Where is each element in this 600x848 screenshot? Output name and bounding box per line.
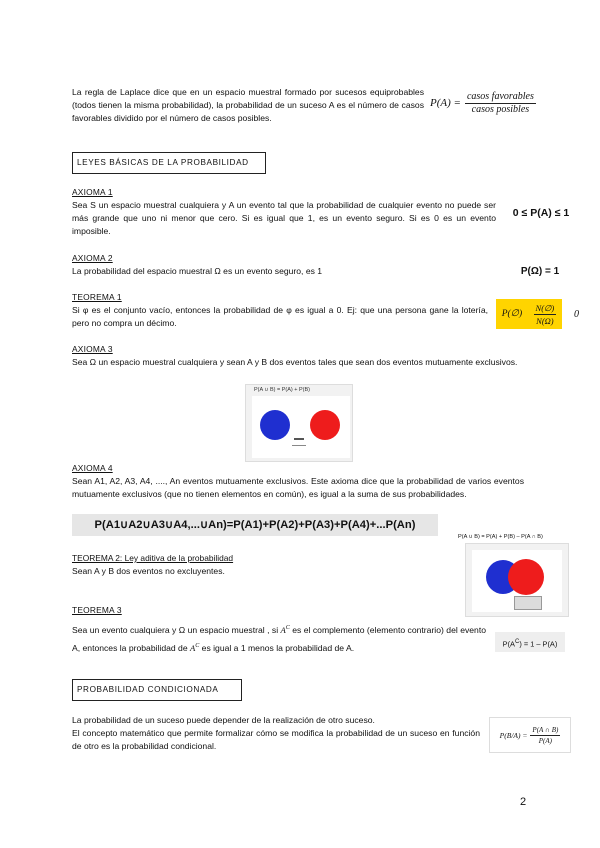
laplace-formula-lhs: P(A) = [430, 96, 461, 109]
teorema2-figure [465, 543, 569, 617]
teorema1-title: TEOREMA 1 [72, 292, 122, 302]
axioma2-text: La probabilidad del espacio muestral Ω es un evento seguro, es 1 [72, 266, 323, 276]
axioma1-formula: 0 ≤ P(A) ≤ 1 [512, 206, 570, 219]
set-b-circle [508, 559, 544, 595]
teorema1-formula-numerator: N(∅) [535, 302, 555, 313]
section-heading-condicionada: PROBABILIDAD CONDICIONADA [72, 679, 242, 701]
axioma3-figure-caption: P(A ∪ B) = P(A) + P(B) [254, 387, 310, 393]
teorema3-text-part1: Sea un evento cualquiera y Ω un espacio muestral , si [72, 624, 279, 635]
complement-symbol [281, 625, 290, 635]
axioma1-text: Sea S un espacio muestral cualquiera y A un evento tal que la probabilidad de cualquier evento no puede ser más grande que uno ni menor que cero. Si es igual que 1, es un evento seguro. Si es 0 es un evento imposible. [72, 200, 496, 236]
axioma4-title: AXIOMA 4 [72, 463, 113, 473]
teorema1-formula-denominator: N(Ω) [536, 315, 554, 326]
laplace-formula-numerator: casos favorables [466, 90, 534, 102]
teorema2-figure-panel [472, 550, 562, 612]
teorema1-formula-lhs: P(∅) [501, 308, 523, 319]
axioma3-title: AXIOMA 3 [72, 344, 113, 354]
intro-paragraph: La regla de Laplace dice que en un espacio muestral formado por sucesos equiprobables (todos tienen la misma probabilidad), la probabilidad de un suceso A es el número de casos favorables dividido por el número de casos posibles. [72, 87, 424, 123]
condicionada-formula-denominator: P(A) [538, 736, 552, 745]
laplace-formula-denominator: casos posibles [471, 103, 530, 115]
condicionada-text1: La probabilidad de un suceso puede depender de la realización de otro suceso. [72, 715, 375, 725]
axioma2-title: AXIOMA 2 [72, 253, 113, 263]
axioma1-title: AXIOMA 1 [72, 187, 113, 197]
condicionada-formula-numerator: P(A ∩ B) [532, 725, 559, 734]
complement-symbol [190, 643, 199, 653]
teorema3-text [72, 620, 486, 656]
page-number: 2 [520, 796, 527, 808]
axioma4-formula: P(A1∪A2∪A3∪A4,...∪An)=P(A1)+P(A2)+P(A3)+P(A4)+...P(An) [72, 514, 438, 536]
condicionada-formula [489, 717, 571, 753]
teorema3-formula-rhs: ) = 1 – P(A) [519, 639, 558, 649]
teorema3-formula-sup: C [514, 639, 520, 645]
complement-base: A [280, 624, 286, 635]
teorema3-text-part2: es el complemento (elemento contrario) del evento A, entonces la probabilidad de [72, 624, 486, 653]
teorema1-formula-highlight [496, 299, 562, 329]
complement-sup: C [285, 625, 290, 631]
axioma3-text: Sea Ω un espacio muestral cualquiera y sean A y B dos eventos tales que sean dos eventos mutuamente exclusivos. [72, 357, 518, 367]
figure-box [514, 596, 542, 610]
teorema2-text: Sean A y B dos eventos no excluyentes. [72, 566, 225, 576]
axioma3-figure-panel [252, 396, 350, 458]
axioma4-text: Sean A1, A2, A3, A4, ...., An eventos mutuamente exclusivos. Este axioma dice que la probabilidad de varios eventos mutuamente exclusivos (que no tienen elementos en común), es igual a la suma de sus probabilidades. [72, 476, 524, 499]
teorema1-formula-rhs: 0 [574, 308, 579, 320]
teorema1-text: Si φ es el conjunto vacío, entonces la probabilidad de φ es igual a 0. Ej: que una persona gane la lotería, pero no compra un décimo. [72, 305, 488, 328]
set-a-circle [260, 410, 290, 440]
complement-base: A [190, 642, 196, 653]
figure-mark [294, 438, 304, 440]
condicionada-text2: El concepto matemático que permite formalizar cómo se modifica la probabilidad de un suceso en función de otro es la probabilidad condicional. [72, 728, 480, 751]
teorema1-formula [496, 299, 586, 329]
teorema2-title: TEOREMA 2: Ley aditiva de la probabilidad [72, 553, 234, 563]
set-b-circle [310, 410, 340, 440]
teorema3-title: TEOREMA 3 [72, 605, 122, 615]
teorema3-text-part3: es igual a 1 menos la probabilidad de A. [201, 642, 355, 653]
axioma3-figure [245, 384, 353, 462]
complement-sup: C [195, 642, 200, 649]
condicionada-formula-lhs: P(B/A) = [499, 730, 528, 740]
section-heading-leyes: LEYES BÁSICAS DE LA PROBABILIDAD [72, 152, 266, 174]
axioma2-formula: P(Ω) = 1 [520, 265, 560, 277]
laplace-formula [430, 83, 570, 123]
teorema3-formula [495, 632, 565, 652]
teorema3-formula-lhs: P(A [502, 639, 515, 649]
figure-mark-line [292, 445, 306, 446]
teorema2-figure-caption: P(A ∪ B) = P(A) + P(B) – P(A ∩ B) [458, 534, 543, 540]
